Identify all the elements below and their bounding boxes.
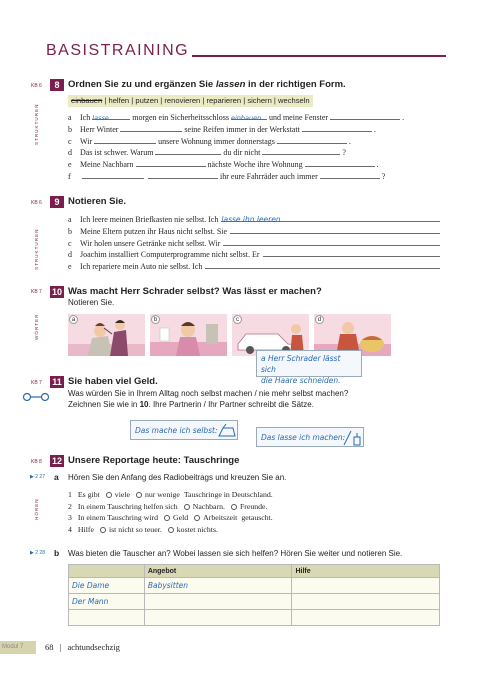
answer-blank[interactable] [305, 159, 375, 167]
sentence-text: ihr eure Fahrräder auch immer [220, 171, 318, 181]
choice-row [68, 489, 273, 501]
choice-row [68, 524, 273, 536]
radio-circle[interactable] [136, 492, 142, 498]
word-separator: | [102, 96, 109, 105]
page-header [46, 42, 446, 60]
item-number: 2 [68, 501, 72, 511]
section-title: BASISTRAINING [46, 42, 190, 59]
exercise-9-lines [68, 214, 440, 273]
answer-blank[interactable] [230, 226, 440, 234]
sentence-line [68, 249, 440, 261]
sentence-line [68, 238, 440, 250]
answer-blank[interactable] [302, 124, 372, 132]
item-text: In einem Tauschring helfen sich [77, 501, 178, 511]
ironing-icon [217, 422, 237, 440]
radio-circle[interactable] [168, 527, 174, 533]
sentence-line [68, 214, 440, 226]
answer-blank[interactable] [120, 124, 182, 132]
sentence-text: Ich [80, 113, 91, 122]
word-chip: helfen [108, 96, 130, 105]
page-footer [0, 641, 500, 655]
line-letter: b [68, 124, 72, 134]
kb-reference: KB 7 [31, 380, 42, 386]
sentence-text: Meine Eltern putzen ihr Haus nicht selbst. Sie [80, 226, 228, 236]
table-cell[interactable] [292, 578, 440, 594]
table-row [69, 610, 440, 626]
exercise-title: Sie haben viel Geld. [68, 376, 158, 387]
sentence-text: . [376, 160, 379, 170]
column-header: Hilfe [292, 565, 440, 578]
word-chip: sichern [247, 96, 272, 105]
audio-track[interactable]: ▶ 2 28 [30, 550, 45, 556]
table-cell[interactable] [69, 610, 145, 626]
notes-table [68, 564, 440, 626]
column-header [69, 565, 145, 578]
picture-label: b [151, 315, 160, 324]
option-text: nur wenige [144, 490, 180, 499]
answer-blank[interactable] [223, 238, 440, 246]
sentence-text: . [373, 124, 376, 134]
item-number: 1 [68, 490, 72, 499]
radio-circle[interactable] [184, 504, 190, 510]
option-text: ist nicht so teuer. [108, 524, 162, 534]
line-letter: d [68, 148, 72, 158]
sentence-line [68, 136, 440, 148]
option-text: Geld [172, 513, 189, 523]
picture-tea-kitchen [150, 314, 227, 356]
item-text: Hilfe [77, 524, 94, 534]
picture-hairdresser [68, 314, 145, 356]
picture-label: a [69, 315, 78, 324]
task-letter: a [54, 472, 59, 482]
table-cell[interactable]: Babysitten [144, 578, 292, 594]
kitchen-illustration [150, 314, 227, 356]
table-header-row [69, 565, 440, 578]
exercise-title: Was macht Herr Schrader selbst? Was lässt er machen? [68, 286, 322, 297]
option-text: Arbeitszeit [203, 513, 238, 523]
sentence-text: nächste Woche ihre Wohnung [207, 160, 303, 170]
sentence-text: Joachim installiert Computerprogramme nicht selbst. Er [80, 250, 260, 260]
choice-row [68, 512, 273, 524]
sentence-text: du dir nicht [223, 148, 261, 158]
word-separator: | [158, 96, 165, 105]
sentence-line [68, 112, 440, 124]
picture-label: d [315, 315, 324, 324]
side-label: HÖREN [34, 498, 39, 520]
exercise-instruction: Zeichnen Sie wie in 10. Ihre Partnerin / Ihr Partner schreibt die Sätze. [68, 400, 314, 409]
answer-blank[interactable] [320, 171, 380, 179]
line-letter: b [68, 226, 72, 236]
exercise-subtitle: Notieren Sie. [68, 298, 115, 307]
task-instruction: Was bieten die Tauscher an? Wobei lassen sie sich helfen? Hören Sie weiter und notieren Sie. [68, 549, 403, 558]
sentence-text: ? [381, 171, 386, 181]
header-rule [192, 55, 446, 57]
word-separator: | [271, 96, 278, 105]
sentence-text: Wir holen unsere Getränke nicht selbst. Wir [80, 238, 221, 248]
task-instruction: Hören Sie den Anfang des Radiobeitrags und kreuzen Sie an. [68, 473, 287, 482]
table-cell[interactable]: Die Dame [69, 578, 145, 594]
partner-work-icon [22, 392, 50, 402]
answer-blank[interactable] [82, 171, 144, 179]
radio-circle[interactable] [231, 504, 237, 510]
option-text: kostet nichts. [176, 524, 218, 534]
cleaning-icon [341, 429, 363, 447]
line-letter: e [68, 160, 72, 170]
handwritten-answer: einbauen [230, 114, 262, 122]
play-icon: ▶ [30, 474, 34, 480]
page-number: 68 | achtundsechzig [45, 642, 120, 652]
sentence-line [68, 124, 440, 136]
column-header: Angebot [144, 565, 292, 578]
word-chip: renovieren [164, 96, 201, 105]
radio-circle[interactable] [100, 527, 106, 533]
exercise-8-lines [68, 112, 440, 183]
item-text: In einem Tauschring wird [77, 513, 158, 523]
task-letter: b [54, 548, 60, 558]
sentence-line [68, 261, 440, 273]
item-text: Tauschringe in Deutschland. [183, 490, 273, 499]
answer-blank[interactable] [148, 171, 218, 179]
sentence-line [68, 147, 440, 159]
answer-blank[interactable] [262, 147, 340, 155]
sentence-text: seine Reifen immer in der Werkstatt [184, 124, 300, 134]
exercise-number: 10 [51, 287, 62, 297]
exercise-number: 12 [51, 456, 62, 466]
answer-blank[interactable] [94, 136, 156, 144]
table-cell[interactable] [292, 610, 440, 626]
radio-circle[interactable] [106, 492, 112, 498]
sentence-text: . [402, 113, 405, 122]
sentence-text: und meine Fenster [268, 113, 329, 122]
answer-blank[interactable] [263, 249, 440, 257]
sentence-line [68, 171, 440, 183]
handwritten-answer: lasse ihn leeren [221, 215, 281, 224]
side-label: STRUKTUREN [34, 228, 39, 270]
answer-blank[interactable] [92, 112, 130, 120]
line-letter: c [68, 136, 72, 146]
exercise-title: Ordnen Sie zu und ergänzen Sie lassen in der richtigen Form. [68, 79, 346, 90]
exercise-number: 9 [50, 196, 64, 208]
item-number: 3 [68, 513, 72, 523]
answer-blank[interactable] [136, 159, 206, 167]
table-cell[interactable]: Der Mann [69, 594, 145, 610]
sentence-line [68, 226, 440, 238]
option-text: viele [114, 490, 130, 499]
play-icon: ▶ [30, 550, 34, 556]
radio-circle[interactable] [164, 515, 170, 521]
side-label: WÖRTER [34, 313, 39, 340]
exercise-title: Unsere Reportage heute: Tauschringe [68, 455, 240, 466]
kb-reference: KB 7 [31, 289, 42, 295]
option-text: Nachbarn. [192, 501, 225, 511]
hairdresser-illustration [68, 314, 145, 356]
answer-blank[interactable] [330, 112, 400, 120]
sentence-text: Herr Winter [80, 124, 119, 134]
sentence-text: unsere Wohnung immer donnerstags [158, 136, 275, 146]
module-tag: Modul 7 [0, 641, 36, 654]
exercise-number: 11 [50, 376, 64, 388]
line-letter: a [68, 215, 72, 224]
sentence-text: Wir [80, 136, 93, 146]
sentence-text: Das ist schwer. Warum [80, 148, 154, 158]
picture-label: c [233, 315, 242, 324]
word-chip: einbauen [71, 96, 103, 105]
table-cell[interactable] [292, 594, 440, 610]
self-note: Das mache ich selbst: [130, 420, 238, 440]
radio-circle[interactable] [194, 515, 200, 521]
item-text: getauscht. [241, 513, 273, 523]
sentence-text: morgen ein Sicherheitsschloss [132, 113, 229, 122]
answer-blank[interactable] [205, 261, 440, 269]
choice-row [68, 501, 273, 513]
word-separator: | [129, 96, 136, 105]
word-separator: | [200, 96, 207, 105]
answer-blank[interactable] [231, 112, 267, 120]
handwritten-answer: lasse [92, 114, 109, 122]
exercise-number: 8 [50, 79, 64, 91]
table-row [69, 578, 440, 594]
answer-blank[interactable] [221, 214, 440, 222]
table-cell[interactable] [144, 610, 292, 626]
sentence-line [68, 159, 440, 171]
sentence-text: ? [342, 148, 346, 158]
side-label: STRUKTUREN [34, 103, 39, 145]
line-letter: a [68, 113, 72, 122]
table-row [69, 594, 440, 610]
sentence-text: Ich leere meinen Briefkasten nie selbst. Ich [80, 215, 219, 224]
word-box [68, 95, 313, 107]
audio-track[interactable]: ▶ 2 27 [30, 474, 45, 480]
multiple-choice-list [68, 489, 273, 535]
answer-blank[interactable] [155, 147, 221, 155]
table-cell[interactable] [144, 594, 292, 610]
kb-reference: KB 8 [31, 459, 42, 465]
line-letter: c [68, 238, 72, 248]
word-chip: wechseln [278, 96, 310, 105]
exercise-instruction: Was würden Sie in Ihrem Alltag noch selbst machen / nie mehr selbst machen? [68, 389, 349, 398]
example-note: a Herr Schrader lässt sich die Haare schneiden. [256, 350, 362, 377]
kb-reference: KB 6 [31, 83, 42, 89]
item-text: Es gibt [77, 490, 100, 499]
line-letter: d [68, 250, 72, 260]
word-separator: | [241, 96, 248, 105]
kb-reference: KB 6 [31, 200, 42, 206]
line-letter: f [68, 171, 71, 181]
sentence-text: Ich repariere mein Auto nie selbst. Ich [80, 262, 203, 272]
option-text: Freunde. [239, 501, 268, 511]
sentence-text: . [348, 136, 351, 146]
item-number: 4 [68, 524, 72, 534]
word-chip: reparieren [206, 96, 242, 105]
sentence-text: Meine Nachbarn [80, 160, 134, 170]
others-note: Das lasse ich machen: [256, 427, 364, 447]
answer-blank[interactable] [277, 136, 347, 144]
word-chip: putzen [135, 96, 159, 105]
line-letter: e [68, 262, 72, 272]
exercise-title: Notieren Sie. [68, 196, 127, 207]
